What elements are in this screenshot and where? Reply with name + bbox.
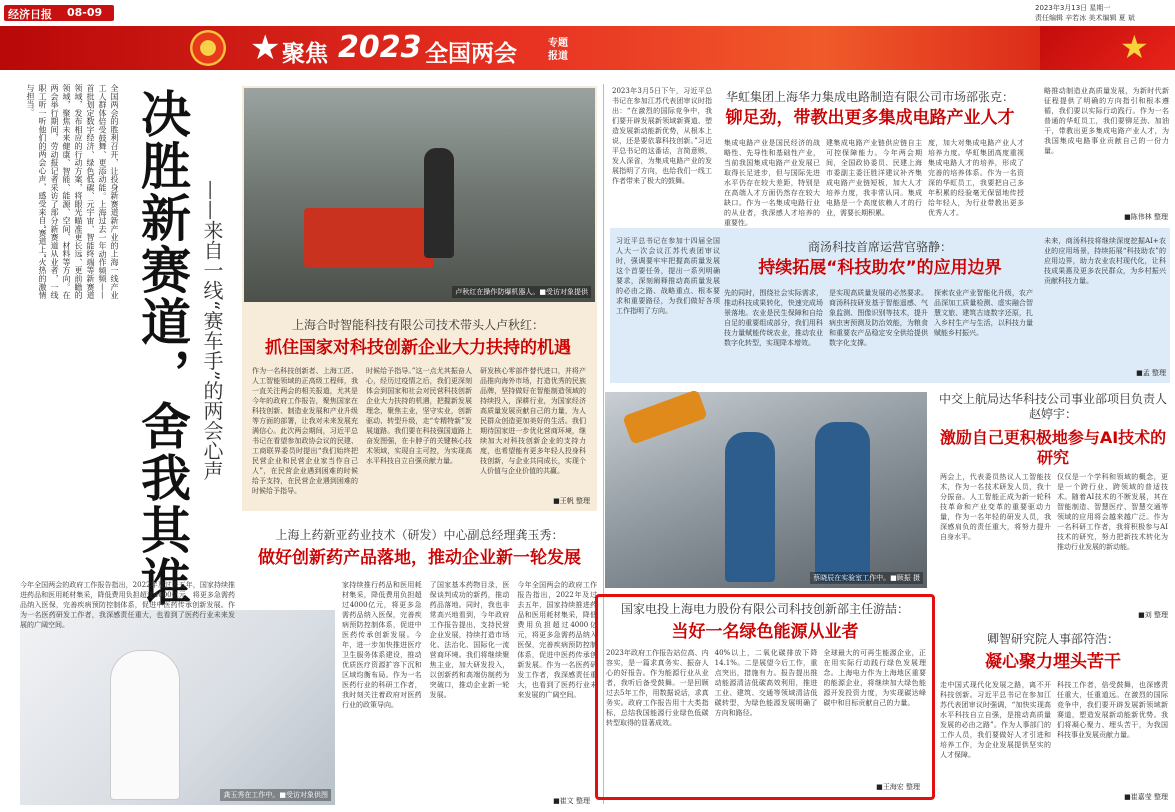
story5-col2: 40%以上，二氧化碳排放下降14.1%。二是展望今后工作，重点突出，措施有力。报告提出推动能源清洁低碳高效利用，推进工业、建筑、交通等领域清洁低碳转型，为绿色能源发展明确了方向和路径。: [714, 649, 818, 717]
story7-body: [940, 680, 1168, 790]
story1-col1: 作为一名科技创新者、上海工匠、人工智能领域的正高级工程师，我一直关注两会的相关报道，尤其是今年的政府工作报告，聚焦国家在科技创新、制造业发展和产业升级等方面的部署，让我对未来发展充满信心。此次两会期间，习近平总书记在看望参加政协会议的民建、工商联界委员时提出“我们始终把民营企业和民营企业家当作自己人”，在民营企业遇到困难的时候给予支持，在民营企业遇到困难的时候给予指导。: [252, 367, 358, 495]
banner-title: 全国两会: [425, 41, 517, 67]
flag-star-icon: ★: [1120, 28, 1149, 66]
story2-body: [342, 580, 597, 795]
worker-1: [725, 432, 775, 582]
story5-body: [606, 648, 926, 778]
story5-subhead: 国家电投上海电力股份有限公司科技创新部主任游喆：: [620, 602, 909, 616]
story4-col4: 探索农业产业智能化升级，农产品深加工质量检测、虚实融合智慧文旅、建筑古迹数字还原，扎入乡村生产与生活，以科技力量赋能乡村振兴。: [934, 289, 1033, 337]
person-figure: [424, 148, 454, 258]
story6-byline: ■刘 整理: [1138, 611, 1168, 619]
story1-body: [252, 366, 592, 496]
story6-col1: 两会上，代表委员热议人工智能技术，作为一名技术研发人员，我十分振奋。人工智能正成为新一轮科技革命和产业变革的重要驱动力量，作为一名年轻的研发人员，我深感肩负的责任重大，将努力提升自身水平。: [940, 473, 1051, 541]
story2-byline: ■崔文 整理: [553, 797, 590, 805]
banner: [0, 26, 1175, 70]
story6-body: [940, 472, 1168, 610]
story3-col2: 建集成电路产业链供应链自主可控保障能力。今年两会期间，全国政协委员、民建上海市委副主委汪胜洋建议补齐集成电路产业链短板，加大人才培养力度，我非常认同。集成电路是一个高度依赖人才的行业，需要长期积累。: [826, 139, 922, 217]
story4-col5: 未来，商汤科技将继续深度挖掘AI+农业的应用场景，持续拓展“科技助农”的应用边界，助力农业农村现代化，让科技成果惠及更多农民群众，为乡村振兴贡献科技力量。: [1044, 237, 1166, 285]
story1-subhead: 上海合时智能科技有限公司技术带头人卢秋红：: [291, 318, 544, 332]
story2-col3b: 今年全国两会的政府工作报告指出，2022年及过去五年，国家持续推进药品和医用耗材集采，降低费用负担超过4000亿元，将更多急需药品纳入医保，完善疾病预防控制体系，促进中医药传承创新发展。作为一名医药研发工作者，我深感责任重大，也看到了医药行业未来发展的广阔空间。: [517, 581, 598, 699]
banner-year: 2023: [338, 30, 422, 65]
banner-tag-1: 专题: [548, 38, 568, 49]
page-numbers: 08-09: [67, 6, 103, 19]
story1-caption: 卢秋红在操作防爆机器人。■受访对象提供: [452, 286, 591, 298]
story5-byline: ■王海宏 整理: [876, 783, 920, 791]
story2-headline: 做好创新药产品落地，推动企业新一轮发展: [258, 548, 581, 568]
masthead: [0, 0, 1175, 26]
story4-body: [724, 288, 1036, 376]
story7-subhead: 卿智研究院人事部符浩：: [986, 632, 1119, 646]
story2-col3: 了国家基本药物目录，医保谈判成功的新药，推动药品落地。同时，我也非常高兴地看到，今年政府工作报告提出，支持民营企业发展，持续打造市场化、法治化、国际化一流营商环境。我们将继续聚焦主业，加大研发投入，以创新药和高端仿制药为突破口，推动企业新一轮发展。: [429, 581, 510, 699]
red-flag-decoration: [1040, 26, 1175, 70]
story5-headline: 当好一名绿色能源从业者: [671, 622, 859, 642]
feature-subtitle: [196, 180, 226, 550]
banner-tag-2: 报道: [548, 51, 568, 62]
story2-col2: 家持续推行药品和医用耗材集采，降低费用负担超过4000亿元，将更多急需药品纳入医保，完善疾病预防控制体系，促进中医药传承创新发展。今年，进一步加快推进医疗卫生服务体系建设，推动优质医疗资源扩容下沉和区域均衡布局。作为一名医药行业的科研工作者，我时刻关注着政府对医药行业的政策导向。: [342, 581, 422, 709]
robot-arm: [622, 389, 707, 445]
story3-headline: 铆足劲，带教出更多集成电路产业人才: [725, 108, 1015, 128]
banner-prefix: 聚焦: [282, 41, 328, 67]
story7-byline: ■崔嘉莹 整理: [1124, 793, 1168, 801]
story1-photo: [244, 88, 595, 302]
story2-col1: 今年全国两会的政府工作报告指出，2022年及过去五年，国家持续推进药品和医用耗材集采，降低费用负担超过4000亿元，将更多急需药品纳入医保，完善疾病预防控制体系，促进中医药传承创新发展。作为一名医药研发工作者，我深感责任重大，也看到了医药行业未来发展的广阔空间。: [20, 581, 235, 629]
story5-caption: 蔡晓辰在实验室工作中。■顾振 摄: [810, 572, 923, 584]
story1-byline: ■王帆 整理: [553, 497, 590, 505]
story1-headline: 抓住国家对科技创新企业大力扶持的机遇: [265, 338, 571, 358]
feature-title-text: 决胜新赛道，舍我其谁: [133, 88, 192, 608]
story3-col4-wrap: [1044, 86, 1169, 211]
logo-text: 经济日报: [8, 8, 52, 21]
story4-col1: 习近平总书记在参加十四届全国人大一次会议江苏代表团审议时，强调要牢牢把握高质量发展这个首要任务，提出一系列明确要求，深刻阐释推动高质量发展的必由之路、战略重点、根本要求和重要路径，为我们做好各项工作指明了方向。: [616, 237, 720, 315]
national-emblem: [190, 30, 226, 66]
story3-lead: 2023年3月5日下午，习近平总书记在参加江苏代表团审议时指出：“在激烈的国际竞争中，我们要开辟发展新领域新赛道、塑造发展新动能新优势，从根本上说，还是要依靠科技创新。”习近平总书记的这番话，言简意赅，发人深省，为集成电路产业的发展指明了方向，也给我们一线工作者带来了极大的鼓舞。: [612, 87, 712, 185]
story2-col1-wrap: [20, 580, 235, 629]
story4-col3: 是实现高质量发展的必然要求。商汤科技研发基于智能遥感、气象监测、图像识别等技术，提升病虫害预测及防治效能，为粮食和重要农产品稳定安全供给提供数字化支撑。: [829, 289, 928, 347]
story3-subhead: 华虹集团上海华力集成电路制造有限公司市场部张克：: [725, 90, 1014, 104]
story1-col2: 时候给予指导。”这一点尤其振奋人心，经历过疫情之后，我们更深刻体会到国家和社会对民营科技创新企业大力扶持的机遇，把握新发展理念，聚焦主业，坚守实业，创新驱动、转型升级，走“专精特新”发展道路。我们要在科技强国道路上奋发图强，在卡脖子的关键核心技术领域，实现自主可控，为实现高水平科技自立自强贡献力量。: [366, 367, 472, 465]
feature-title: [132, 88, 192, 648]
story1-col3: 研发核心零部件替代进口，并将产品推向海外市场，打造优秀的民族品牌，坚持做好在智能制造领域的持续投入，深耕行业，为国家经济高质量发展贡献自己的力量，为人民群众创造更加美好的生活。我们期待国家进一步优化营商环境，继续加大对科技创新企业的支持力度，也希望能有更多年轻人投身科技创新，与企业共同成长，实现个人价值与企业价值的共赢。: [480, 367, 586, 475]
story3-byline: ■陈伟林 整理: [1124, 213, 1168, 221]
story6-subhead: 中交上航局达华科技公司事业部项目负责人赵婷宇：: [938, 392, 1167, 421]
story5-col3: 全球最大的可再生能源企业，正在用实际行动践行绿色发展理念。上海电力作为上海地区重要的能源企业，将继续加大绿色能源开发投资力度，为实现碳达峰碳中和目标贡献自己的力量。: [823, 649, 927, 707]
story4-col1-wrap: [616, 236, 720, 376]
story2-photo: [20, 610, 335, 805]
story3-body: [724, 138, 1034, 227]
story4-byline: ■孟 整理: [1136, 369, 1166, 377]
lab-worker: [110, 650, 180, 800]
robot-vehicle: [304, 208, 434, 268]
story4-col5-wrap: [1044, 236, 1166, 366]
intro-text: 全国两会的胜利召开，让投身新赛道新产业的上海一线产业工人群体倍受鼓舞、更添动能。上海过去一年动作频频——首批划定数字经济、绿色低碳、元宇宙、智能终端等新赛道领域，发布相应的行动方案，将眼光瞄准更长远、更前瞻的领域，聚焦未来健康、智能、能源、空间、材料等方向。在两会举行期间，劳动报记者采访了部分新赛道从业者，一线职工听一听他们的两会心声，感受来自“赛道上”火热的激情与担当。: [26, 84, 119, 299]
story7-col2: 科技工作者，倍受鼓舞，也深感责任重大，任重道远。在激烈的国际竞争中，我们要开辟发展新领域新赛道，塑造发展新动能新优势。我们将凝心聚力、埋头苦干，为我国科技事业发展贡献力量。: [1057, 681, 1168, 739]
story3-col1: 集成电路产业是国民经济的战略性、先导性和基础性产业，当前我国集成电路产业发展已取得长足进步，但与国际先进水平仍存在较大差距，特别是在高端人才方面仍然存在较大缺口。作为一名集成电路行业的从业者，我深感人才培养的重要性。: [724, 139, 820, 227]
story3-lead-wrap: [612, 86, 712, 224]
story5-photo: [605, 392, 927, 588]
story4-subhead: 商汤科技首席运营官骆静：: [807, 240, 952, 254]
story4-headline: 持续拓展“科技助农”的应用边界: [758, 258, 1002, 278]
star-icon: ★: [250, 28, 281, 68]
story4-col2: 先的同时，围绕社会实际需求，推动科技成果转化，快速完成场景落地。农业是民生保障和自给自足的重要组成部分，我们用科技力量赋能传统农业，推动农业数字化转型，实现降本增效。: [724, 289, 823, 347]
story2-caption: 龚玉秀在工作中。■受访对象供图: [220, 789, 331, 801]
story5-col1: 2023年政府工作报告站位高、内容实，是一篇求真务实、振奋人心的好报告。作为能源行业从业者，我听后备受鼓舞。一是回顾过去5年工作，用数据说话，求真务实。政府工作报告用十大类指标，总结我国能源行业绿色低碳转型取得的显著成效。: [606, 649, 709, 727]
story6-headline: 激励自己更积极地参与AI技术的研究: [939, 428, 1167, 467]
story3-col3: 度，加大对集成电路产业人才培养力度。华虹集团高度重视集成电路人才的培养，形成了完善的培养体系。作为一名资深的华虹员工，我要把自己多年积累的经验毫无保留地传授给年轻人，为行业带教出更多优秀人才。: [928, 139, 1024, 217]
story7-headline: 凝心聚力埋头苦干: [985, 652, 1121, 672]
story3-col4: 略推动制造业高质量发展，为新时代新征程提供了明确的方向指引和根本遵循，我们要以实际行动践行。作为一名普通的华虹员工，我们要铆足劲、加油干，带教出更多集成电路产业人才，为我国集成电路事业贡献自己的一份力量。: [1044, 87, 1169, 155]
story6-col2: 仅仅是一个学科和领域的概念，更是一个跨行业、跨领域的普适技术。随着AI技术的不断发展，其在智能制造、智慧医疗、智慧交通等领域的应用将会越来越广泛。作为一名科研工作者，我将积极参与AI技术的研究，努力把新技术转化为推动行业发展的新动能。: [1057, 473, 1168, 551]
story2-subhead: 上海上药新亚药业技术（研发）中心副总经理龚玉秀：: [275, 528, 564, 542]
story7-col1: 走中国式现代化发展之路，离不开科技创新。习近平总书记在参加江苏代表团审议时强调，“加快实现高水平科技自立自强，是推动高质量发展的必由之路”。作为人事部门的工作人员，我们要做好人才引进和培养工作，为企业发展提供坚实的人才保障。: [940, 681, 1051, 759]
worker-2: [815, 422, 870, 582]
feature-subtitle-text: ——来自一线“赛车手”的两会心声: [200, 180, 224, 481]
editor-line: 责任编辑 辛若冰 美术编辑 夏 斌: [1035, 14, 1135, 22]
date-line: 2023年3月13日 星期一: [1035, 4, 1111, 12]
